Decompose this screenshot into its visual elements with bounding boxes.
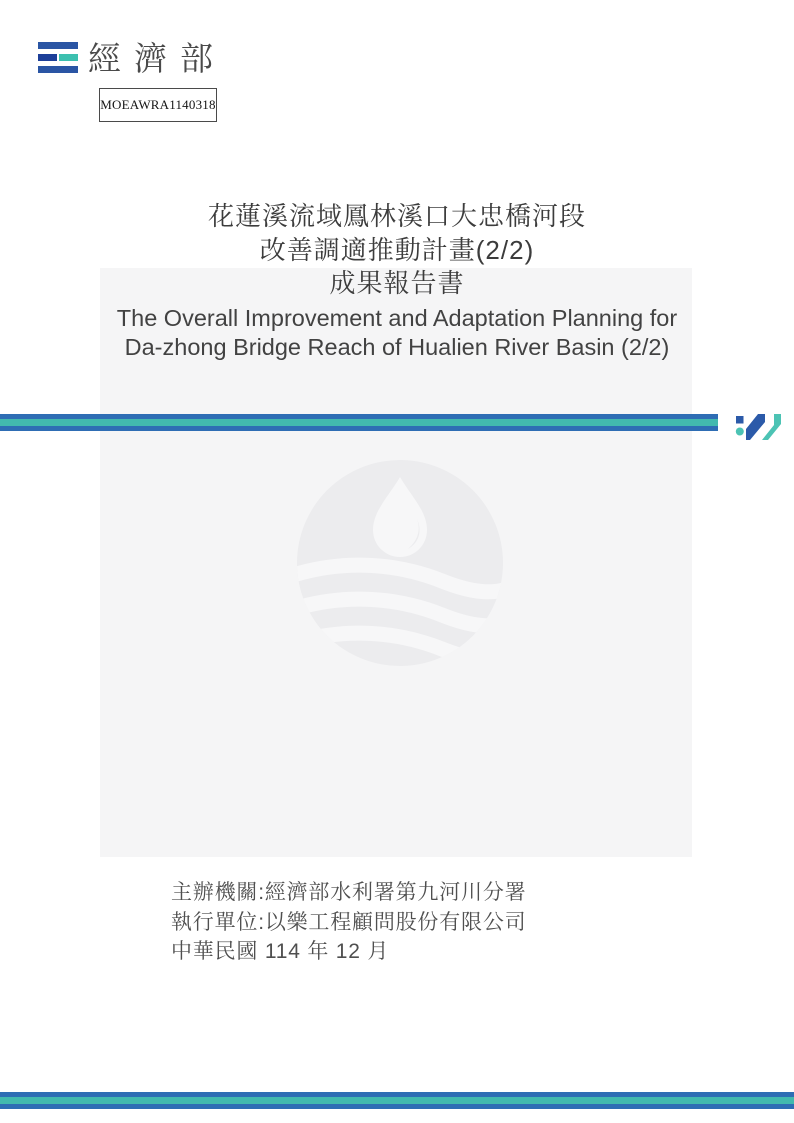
title-block (0, 200, 794, 362)
stripe-blue-bottom (0, 426, 718, 431)
stripe-teal-middle (0, 1097, 794, 1104)
footer-info-block (171, 878, 526, 967)
footer-stripe-band (0, 1092, 794, 1109)
logo-bar-middle-right (59, 54, 78, 61)
title-zh-line-1: 花蓮溪流域鳳林溪口大忠橋河段 (207, 201, 586, 231)
stripe-teal-middle (0, 419, 718, 426)
title-en-line-1: The Overall Improvement and Adaptation Planning for (116, 304, 678, 331)
title-en-line-2: Da-zhong Bridge Reach of Hualien River Basin (2/2) (124, 333, 670, 360)
title-zh-line-2: 改善調適推動計畫(2/2) (259, 234, 535, 265)
wra-water-drop-watermark-icon (292, 455, 508, 671)
logo-bar-top (38, 42, 78, 49)
report-code: MOEAWRA1140318 (100, 97, 216, 112)
organizer-line: 主辦機關:經濟部水利署第九河川分署 (171, 881, 527, 904)
title-zh-line-3: 成果報告書 (329, 268, 465, 298)
stripe-blue-bottom (0, 1104, 794, 1109)
logo-bar-middle-left (38, 54, 57, 61)
moea-three-bars-icon (38, 39, 78, 75)
logo-bar-bottom (38, 66, 78, 73)
divider-stripe-band (0, 414, 718, 431)
executor-line: 執行單位:以樂工程顧問股份有限公司 (171, 910, 527, 934)
moea-brand (38, 33, 226, 80)
title-en-block (0, 304, 794, 362)
report-code-box (99, 88, 217, 122)
wra-w-mark-icon (734, 412, 782, 442)
agency-name: 經濟部 (88, 40, 226, 77)
date-line: 中華民國 114 年 12 月 (171, 940, 390, 963)
